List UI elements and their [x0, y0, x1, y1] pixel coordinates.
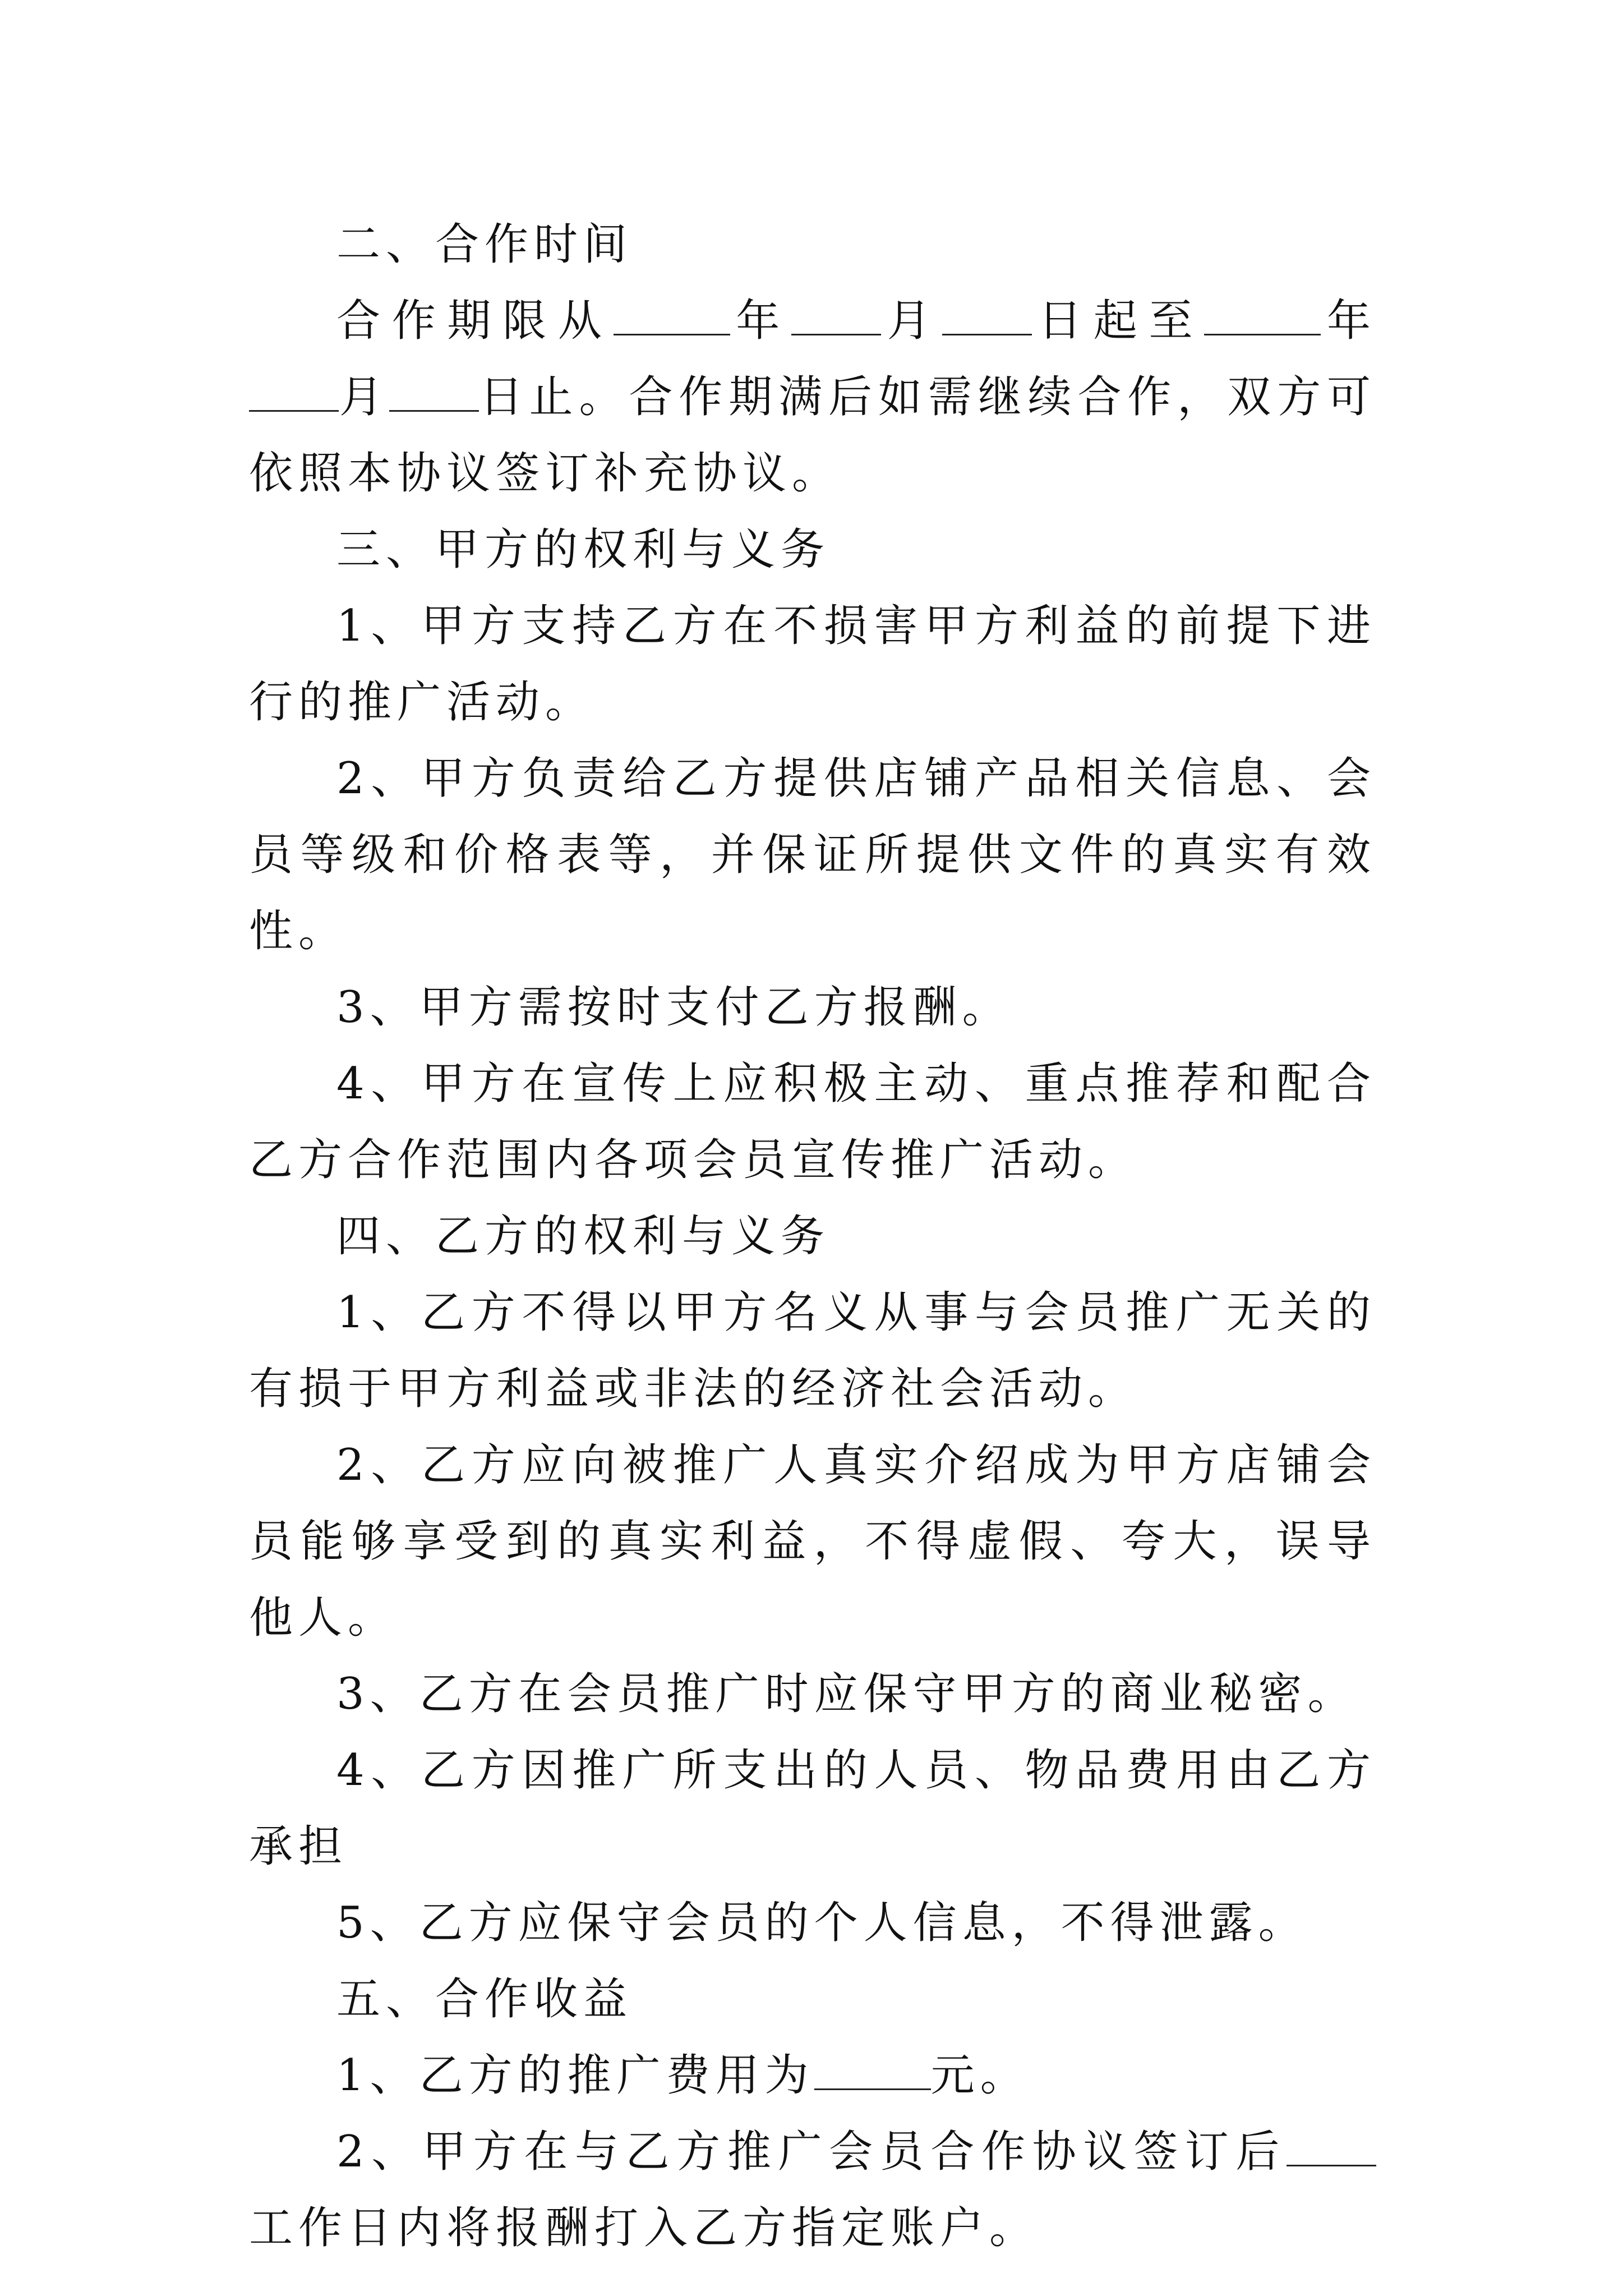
- party-a-clause: 3、甲方需按时支付乙方报酬。: [336, 982, 1012, 1033]
- party-a-clause: 4、甲方在宣传上应积极主动、重点推荐和配合乙方合作范围内各项会员宣传推广活动。: [249, 1059, 1376, 1185]
- party-b-clause: 3、乙方在会员推广时应保守甲方的商业秘密。: [336, 1669, 1357, 1719]
- blank-fee-amount: [814, 2049, 931, 2090]
- period-day-1: 日起至: [1032, 296, 1205, 346]
- fee-suffix: 元。: [930, 2050, 1030, 2101]
- blank-start-day: [942, 295, 1032, 335]
- payment-prefix: 2、甲方在与乙方推广会员合作协议签订后: [336, 2127, 1287, 2177]
- revenue-clause-fee: [249, 2037, 1376, 2114]
- period-month-2: 月: [339, 372, 389, 422]
- party-b-clause: 1、乙方不得以甲方名义从事与会员推广无关的有损于甲方利益或非法的经济社会活动。: [249, 1287, 1376, 1414]
- blank-working-days: [1287, 2125, 1376, 2166]
- party-b-clause: 5、乙方应保守会员的个人信息，不得泄露。: [336, 1898, 1308, 1948]
- revenue-clause-payment: [249, 2114, 1376, 2266]
- section-heading-revenue: 五、合作收益: [336, 1974, 633, 2024]
- section-heading-party-b: 四、乙方的权利与义务: [336, 1211, 831, 1262]
- blank-end-day: [389, 371, 479, 412]
- blank-start-year: [614, 295, 730, 335]
- party-a-clause: 2、甲方负责给乙方提供店铺产品相关信息、会员等级和价格表等，并保证所提供文件的真实有效性。: [249, 753, 1376, 956]
- section-heading-party-a: 三、甲方的权利与义务: [336, 524, 831, 575]
- fee-prefix: 1、乙方的推广费用为: [336, 2050, 814, 2101]
- section-heading-cooperation-time: 二、合作时间: [336, 219, 633, 270]
- period-suffix: 日止。合作期满后如需继续合作，双方可依照本协议签订补充协议。: [249, 372, 1376, 499]
- period-month-1: 月: [880, 296, 943, 346]
- period-year-1: 年: [730, 296, 791, 346]
- document-body: [249, 206, 1376, 2266]
- party-b-clause: 2、乙方应向被推广人真实介绍成为甲方店铺会员能够享受到的真实利益，不得虚假、夸大，误导他人。: [249, 1440, 1376, 1643]
- party-a-clause: 1、甲方支持乙方在不损害甲方利益的前提下进行的推广活动。: [249, 601, 1376, 728]
- blank-end-month: [249, 371, 339, 412]
- payment-suffix: 工作日内将报酬打入乙方指定账户。: [249, 2203, 1039, 2253]
- party-b-clause: 4、乙方因推广所支出的人员、物品费用由乙方承担: [249, 1745, 1376, 1872]
- period-year-2: 年: [1321, 296, 1376, 346]
- period-prefix: 合作期限从: [336, 296, 614, 346]
- blank-start-month: [791, 295, 881, 335]
- cooperation-period-paragraph: [249, 283, 1376, 512]
- blank-end-year: [1204, 295, 1321, 335]
